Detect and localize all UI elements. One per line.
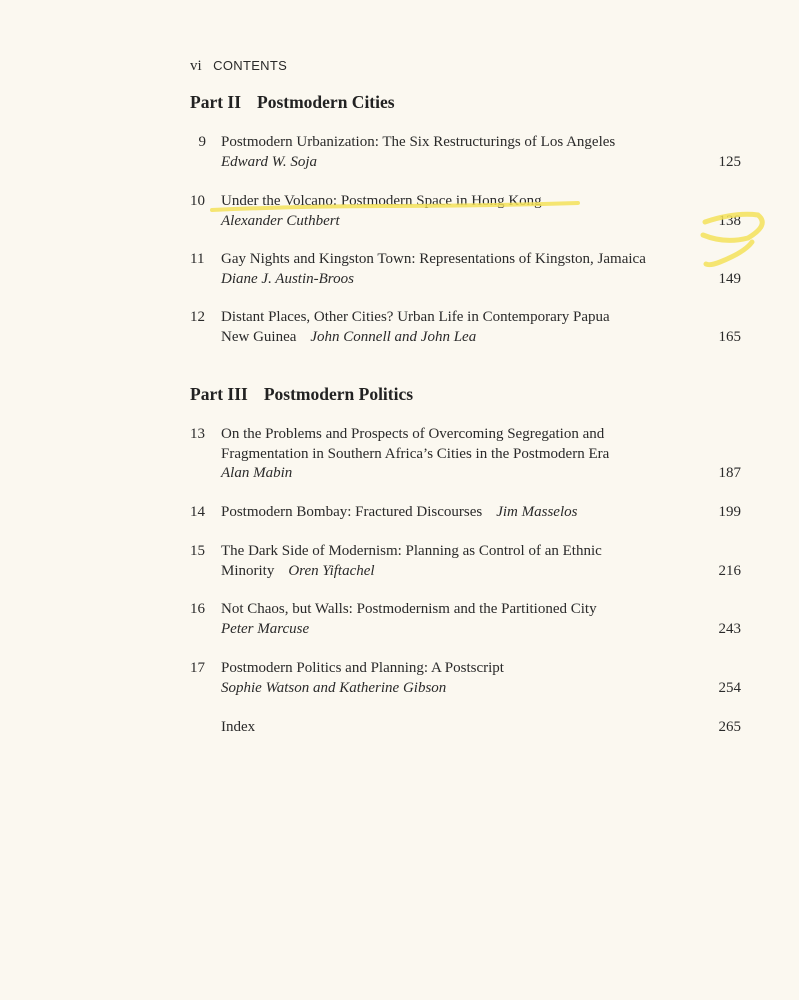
page-number: 254 (718, 679, 741, 696)
chapter-number: 10 (190, 193, 205, 209)
chapter-number: 14 (190, 504, 205, 520)
chapter-author: Diane J. Austin-Broos (221, 270, 354, 287)
page-number: 149 (718, 270, 741, 287)
page-number: 199 (718, 504, 741, 520)
chapter-title: Under the Volcano: Postmodern Space in Hong Kong (221, 193, 542, 209)
chapter-title: The Dark Side of Modernism: Planning as Control of an Ethnic (221, 543, 602, 559)
chapter-number: 16 (190, 601, 205, 617)
chapter-number: 13 (190, 426, 205, 442)
part-title: Postmodern Politics (263, 384, 414, 404)
chapter-title: Postmodern Bombay: Fractured Discourses (221, 504, 483, 520)
chapter-title: Distant Places, Other Cities? Urban Life in Contemporary Papua (221, 309, 610, 325)
chapter-number: 15 (190, 543, 205, 559)
chapter-number: 11 (190, 251, 205, 267)
chapter-title: On the Problems and Prospects of Overcoming Segregation and (221, 426, 605, 442)
chapter-author: Alan Mabin (221, 465, 293, 481)
page-number: 243 (718, 620, 741, 637)
chapter-title-continued: New Guinea (221, 328, 297, 345)
folio: vi (190, 58, 202, 74)
part-title: Postmodern Cities (257, 92, 395, 112)
chapter-number: 9 (198, 134, 206, 150)
chapter-title: Postmodern Urbanization: The Six Restructurings of Los Angeles (221, 134, 616, 150)
chapter-author: Oren Yiftachel (288, 562, 375, 579)
chapter-author: Alexander Cuthbert (221, 212, 340, 229)
running-head-title: CONTENTS (213, 58, 288, 73)
chapter-title: Postmodern Politics and Planning: A Postscript (221, 660, 504, 676)
chapter-title: Gay Nights and Kingston Town: Representations of Kingston, Jamaica (221, 251, 646, 267)
page-number: 165 (718, 328, 741, 345)
chapter-number: 17 (190, 660, 205, 676)
part-label: Part III (190, 384, 248, 404)
chapter-author: John Connell and John Lea (310, 328, 477, 345)
chapter-author: Jim Masselos (496, 504, 578, 520)
chapter-title-continued: Fragmentation in Southern Africa’s Cities in the Postmodern Era (221, 445, 610, 462)
page-number: 187 (718, 465, 741, 481)
index-label: Index (221, 719, 256, 735)
chapter-number: 12 (190, 309, 205, 325)
chapter-author: Peter Marcuse (221, 620, 310, 637)
page-number: 216 (718, 562, 741, 579)
chapter-author: Sophie Watson and Katherine Gibson (221, 679, 447, 696)
page-number: 138 (718, 212, 741, 229)
chapter-author: Edward W. Soja (221, 153, 317, 170)
chapter-title: Not Chaos, but Walls: Postmodernism and the Partitioned City (221, 601, 597, 617)
page-number: 265 (718, 719, 741, 735)
part-label: Part II (190, 92, 242, 112)
running-head (190, 58, 287, 75)
page-number: 125 (718, 153, 741, 170)
part-heading-2 (190, 92, 395, 113)
part-heading-3 (190, 384, 413, 405)
chapter-title-continued: Minority (221, 562, 275, 579)
